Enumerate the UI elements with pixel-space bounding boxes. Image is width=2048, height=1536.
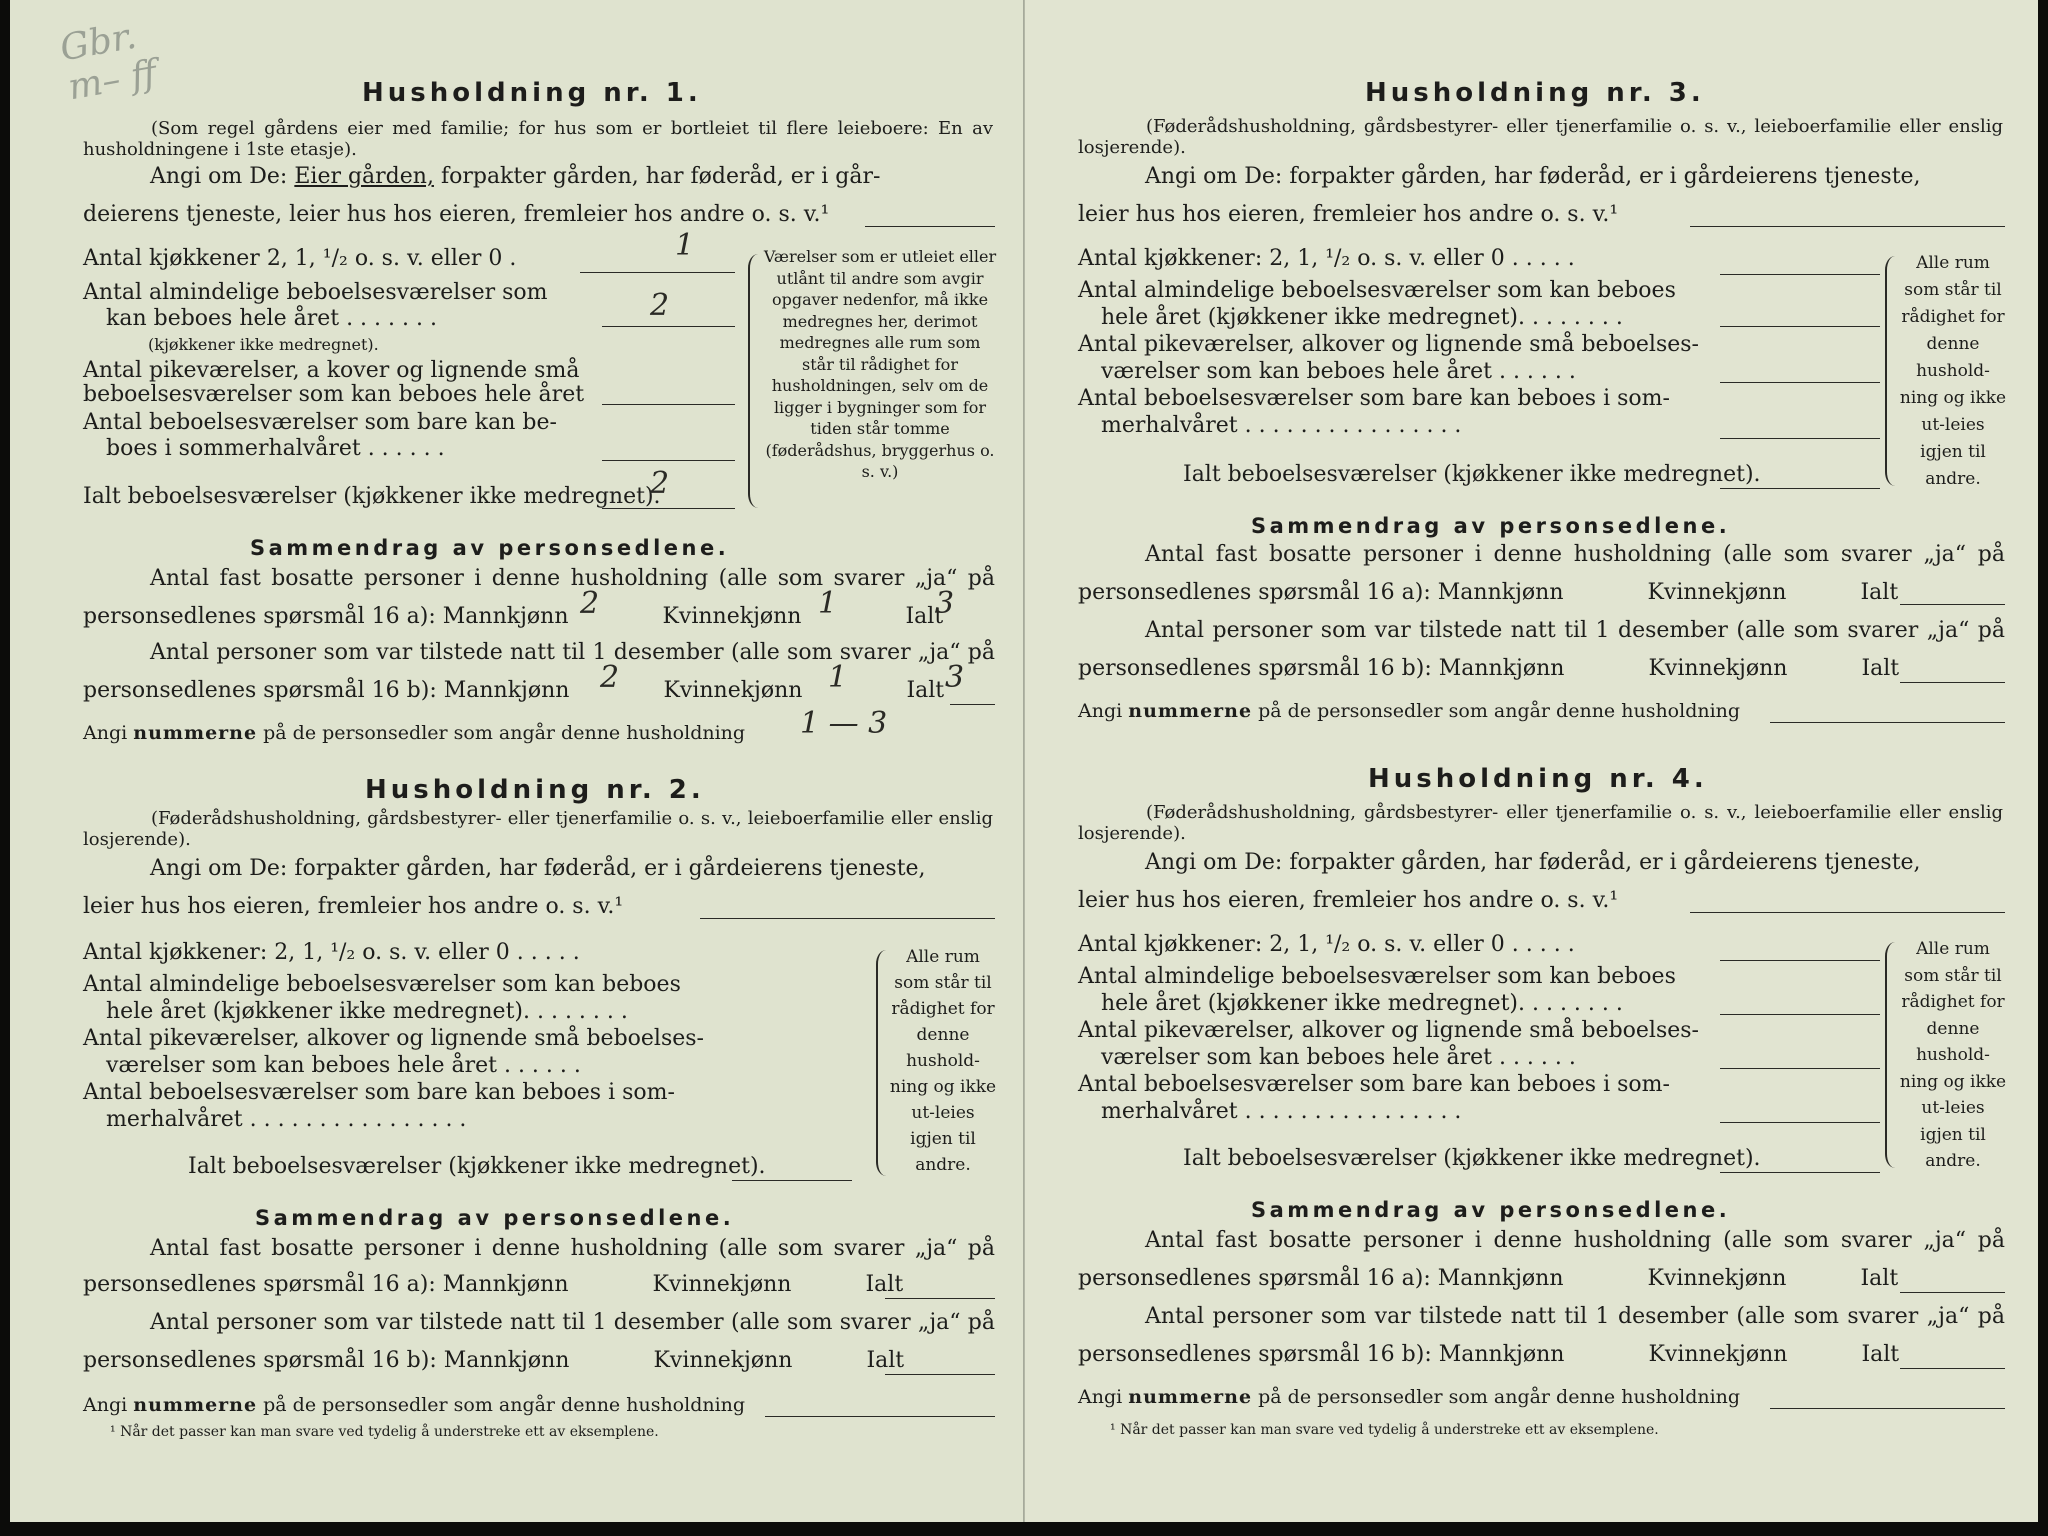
resident-count-row [1078, 580, 1898, 605]
scanned-document [10, 0, 2038, 1522]
angi-line [150, 164, 880, 189]
answer-line [1900, 1292, 2005, 1293]
answer-line [602, 404, 735, 405]
summary-heading: Sammendrag av personsedlene. [1251, 1198, 1731, 1222]
angi-line [1145, 850, 1921, 875]
female-label: Kvinnekjønn [1647, 580, 1787, 605]
total-rooms-label: Ialt beboelsesværelser (kjøkkener ikke medregnet). [1183, 1146, 1761, 1171]
answer-line [1720, 1172, 1880, 1173]
handwritten-value: 1 [675, 228, 695, 263]
total-label: Ialt [1860, 1266, 1899, 1291]
answer-line [1720, 1122, 1880, 1123]
answer-line [885, 1298, 995, 1299]
numbers-bold: nummerne [133, 722, 258, 744]
answer-line [1770, 722, 2005, 723]
total-label: Ialt [905, 604, 944, 629]
answer-line [1690, 912, 2005, 913]
female-label: Kvinnekjønn [663, 678, 803, 703]
summary-heading: Sammendrag av personsedlene. [1251, 514, 1731, 538]
answer-line [1900, 682, 2005, 683]
answer-line [602, 508, 735, 509]
numbers-suffix: på de personsedler som angår denne husholdning [263, 722, 746, 744]
present-count-label: Antal personer som var tilstede natt til 1 desember (alle som svarer „ja“ på [1145, 618, 2005, 643]
household-2-note: (Føderådshusholdning, gårdsbestyrer- eller tjenerfamilie o. s. v., leieboerfamilie eller enslig losjerende). [83, 808, 993, 850]
numbers-prefix: Angi [83, 722, 128, 744]
handwritten-value: 1 [818, 586, 838, 621]
answer-line [1690, 226, 2005, 227]
answer-line [950, 704, 995, 705]
rooms-label: Antal almindelige beboelsesværelser som kan beboes [1078, 278, 1676, 303]
footnote: ¹ Når det passer kan man svare ved tydelig å understreke ett av eksemplene. [1110, 1422, 1659, 1438]
answer-line [1720, 960, 1880, 961]
angi-line [1145, 164, 1921, 189]
summer-rooms-label: Antal beboelsesværelser som bare kan be- [83, 410, 557, 435]
household-3-note: (Føderådshusholdning, gårdsbestyrer- eller tjenerfamilie o. s. v., leieboerfamilie eller enslig losjerende). [1078, 116, 2003, 158]
pencil-mark: Gbr. [57, 15, 140, 70]
present-count-label: Antal personer som var tilstede natt til 1 desember (alle som svarer „ja“ på [1145, 1304, 2005, 1329]
left-page [10, 0, 1023, 1522]
numbers-suffix: på de personsedler som angår denne husholdning [263, 1394, 746, 1416]
footnote: ¹ Når det passer kan man svare ved tydelig å understreke ett av eksemplene. [110, 1424, 659, 1440]
rooms-label-2: hele året (kjøkkener ikke medregnet). . . . . . . . [106, 999, 628, 1024]
small-rooms-label: Antal pikeværelser, alkover og lignende små beboelses- [1078, 1018, 1699, 1043]
right-page [1025, 0, 2038, 1522]
female-label: Kvinnekjønn [1648, 656, 1788, 681]
summer-rooms-label: Antal beboelsesværelser som bare kan beboes i som- [1078, 386, 1670, 411]
present-count-label: Antal personer som var tilstede natt til 1 desember (alle som svarer „ja“ på [150, 640, 995, 665]
rooms-label-2: kan beboes hele året . . . . . . . [106, 306, 437, 331]
numbers-label [1078, 1386, 1740, 1408]
answer-line [602, 460, 735, 461]
small-rooms-label: Antal pikeværelser, alkover og lignende små beboelses- [1078, 332, 1699, 357]
answer-line [1720, 1014, 1880, 1015]
numbers-prefix: Angi [83, 1394, 128, 1416]
angi-line-2: leier hus hos eieren, fremleier hos andre o. s. v.¹ [83, 894, 624, 919]
male-label: personsedlenes spørsmål 16 b): Mannkjønn [1078, 656, 1565, 681]
small-rooms-label-2: værelser som kan beboes hele året . . . . . . [1101, 1045, 1576, 1070]
summer-rooms-label: Antal beboelsesværelser som bare kan beboes i som- [83, 1080, 675, 1105]
total-rooms-label: Ialt beboelsesværelser (kjøkkener ikke medregnet). [1183, 462, 1761, 487]
angi-lead: Angi om De: [1145, 164, 1283, 189]
rooms-side-note: Alle rum som står til rådighet for denne hushold-ning og ikke ut-leies igjen til andre. [1899, 253, 2007, 489]
kitchens-label: Antal kjøkkener 2, 1, ¹/₂ o. s. v. eller 0 . [83, 246, 517, 271]
numbers-prefix: Angi [1078, 700, 1123, 722]
numbers-label [83, 722, 745, 744]
present-count-row [1078, 1342, 1899, 1367]
household-3-title: Husholdning nr. 3. [1365, 78, 1705, 108]
answer-line [732, 1180, 852, 1181]
handwritten-value: 2 [650, 288, 670, 323]
resident-count-label: Antal fast bosatte personer i denne husholdning (alle som svarer „ja“ på [1145, 1228, 2005, 1253]
rooms-label-2: hele året (kjøkkener ikke medregnet). . . . . . . . [1101, 305, 1623, 330]
brace [1885, 256, 1897, 486]
answer-line [1720, 274, 1880, 275]
answer-line [602, 326, 735, 327]
rooms-side-note: Alle rum som står til rådighet for denne hushold-ning og ikke ut-leies igjen til andre. [889, 947, 997, 1175]
numbers-suffix: på de personsedler som angår denne husholdning [1258, 700, 1741, 722]
numbers-label [83, 1394, 745, 1416]
angi-options: forpakter gården, har føderåd, er i gårdeierens tjeneste, [1289, 850, 1921, 875]
female-label: Kvinnekjønn [1648, 1342, 1788, 1367]
total-label: Ialt [1861, 656, 1900, 681]
household-4-note: (Føderådshusholdning, gårdsbestyrer- eller tjenerfamilie o. s. v., leieboerfamilie eller enslig losjerende). [1078, 802, 2003, 844]
angi-lead: Angi om De: [1145, 850, 1283, 875]
present-count-row [1078, 656, 1899, 681]
answer-line [885, 1374, 995, 1375]
female-label: Kvinnekjønn [652, 1272, 792, 1297]
household-2-title: Husholdning nr. 2. [365, 775, 705, 805]
answer-line [865, 226, 995, 227]
total-rooms-label: Ialt beboelsesværelser (kjøkkener ikke medregnet). [83, 484, 661, 509]
summary-heading: Sammendrag av personsedlene. [250, 536, 730, 560]
total-label: Ialt [1861, 1342, 1900, 1367]
answer-line [700, 918, 995, 919]
resident-count-row [83, 604, 943, 629]
angi-options: forpakter gården, har føderåd, er i gårdeierens tjeneste, [1289, 164, 1921, 189]
male-label: personsedlenes spørsmål 16 a): Mannkjønn [1078, 580, 1564, 605]
handwritten-value: 1 — 3 [800, 706, 888, 741]
kitchens-label: Antal kjøkkener: 2, 1, ¹/₂ o. s. v. eller 0 . . . . . [83, 940, 580, 965]
angi-options: forpakter gården, har føderåd, er i gårdeierens tjeneste, [294, 856, 926, 881]
handwritten-value: 1 [828, 660, 848, 695]
total-rooms-label: Ialt beboelsesværelser (kjøkkener ikke medregnet). [188, 1154, 766, 1179]
answer-line [580, 272, 735, 273]
total-label: Ialt [866, 1348, 905, 1373]
numbers-bold: nummerne [1128, 700, 1253, 722]
resident-count-row [1078, 1266, 1898, 1291]
rooms-label: Antal almindelige beboelsesværelser som kan beboes [1078, 964, 1676, 989]
summer-rooms-label-2: merhalvåret . . . . . . . . . . . . . . . . [1101, 413, 1462, 438]
rooms-note: (kjøkkener ikke medregnet). [148, 335, 379, 354]
present-count-row [83, 1348, 904, 1373]
brace [748, 254, 760, 508]
angi-line-2: deierens tjeneste, leier hus hos eieren, fremleier hos andre o. s. v.¹ [83, 202, 830, 227]
household-1-title: Husholdning nr. 1. [362, 78, 702, 108]
rooms-side-note: Værelser som er utleiet eller utlånt til andre som avgir opgaver nedenfor, må ikke medregnes her, derimot medregnes alle rum som står til rådighet for husholdningen, selv om de ligger i bygninger som for tiden står tomme (føderådshus, bryggerhus o. s. v.) [763, 247, 997, 481]
answer-line [1720, 438, 1880, 439]
brace [1885, 942, 1897, 1168]
numbers-prefix: Angi [1078, 1386, 1123, 1408]
numbers-bold: nummerne [133, 1394, 258, 1416]
angi-line-2: leier hus hos eieren, fremleier hos andre o. s. v.¹ [1078, 888, 1619, 913]
angi-line-2: leier hus hos eieren, fremleier hos andre o. s. v.¹ [1078, 202, 1619, 227]
total-label: Ialt [1860, 580, 1899, 605]
rooms-label: Antal almindelige beboelsesværelser som kan beboes [83, 972, 681, 997]
small-rooms-label: Antal pikeværelser, a kover og lignende små [83, 358, 580, 383]
household-4-title: Husholdning nr. 4. [1368, 764, 1708, 794]
answer-line [1770, 1408, 2005, 1409]
summary-heading: Sammendrag av personsedlene. [255, 1206, 735, 1230]
male-label: personsedlenes spørsmål 16 b): Mannkjønn [83, 1348, 570, 1373]
total-label: Ialt [865, 1272, 904, 1297]
answer-line [1900, 1368, 2005, 1369]
answer-line [1720, 1068, 1880, 1069]
female-label: Kvinnekjønn [1647, 1266, 1787, 1291]
resident-count-label: Antal fast bosatte personer i denne husholdning (alle som svarer „ja“ på [150, 566, 995, 591]
numbers-bold: nummerne [1128, 1386, 1253, 1408]
total-label: Ialt [906, 678, 945, 703]
handwritten-value: 2 [580, 586, 600, 621]
male-label: personsedlenes spørsmål 16 a): Mannkjønn [1078, 1266, 1564, 1291]
rooms-side-note: Alle rum som står til rådighet for denne hushold-ning og ikke ut-leies igjen til andre. [1899, 939, 2007, 1171]
household-1-note: (Som regel gårdens eier med familie; for hus som er bortleiet til flere leieboere: En av husholdningene i 1ste etasje). [83, 118, 993, 160]
male-label: personsedlenes spørsmål 16 a): Mannkjønn [83, 1272, 569, 1297]
summer-rooms-label-2: merhalvåret . . . . . . . . . . . . . . . . [1101, 1099, 1462, 1124]
male-label: personsedlenes spørsmål 16 b): Mannkjønn [83, 678, 570, 703]
summer-rooms-label: Antal beboelsesværelser som bare kan beboes i som- [1078, 1072, 1670, 1097]
small-rooms-label-2: værelser som kan beboes hele året . . . . . . [1101, 359, 1576, 384]
resident-count-label: Antal fast bosatte personer i denne husholdning (alle som svarer „ja“ på [150, 1236, 995, 1261]
handwritten-value: 3 [935, 586, 955, 621]
female-label: Kvinnekjønn [653, 1348, 793, 1373]
male-label: personsedlenes spørsmål 16 b): Mannkjønn [1078, 1342, 1565, 1367]
female-label: Kvinnekjønn [662, 604, 802, 629]
rooms-label-2: hele året (kjøkkener ikke medregnet). . . . . . . . [1101, 991, 1623, 1016]
small-rooms-label-2: værelser som kan beboes hele året . . . . . . [106, 1053, 581, 1078]
present-count-row [83, 678, 944, 703]
option-eier-garden: Eier gården, [294, 164, 434, 189]
angi-options: forpakter gården, har føderåd, er i går- [440, 164, 881, 189]
kitchens-label: Antal kjøkkener: 2, 1, ¹/₂ o. s. v. eller 0 . . . . . [1078, 932, 1575, 957]
answer-line [765, 1416, 995, 1417]
handwritten-value: 2 [650, 466, 670, 501]
resident-count-row [83, 1272, 903, 1297]
small-rooms-label-2: beboelsesværelser som kan beboes hele året [83, 382, 585, 407]
handwritten-value: 2 [600, 660, 620, 695]
summer-rooms-label-2: boes i sommerhalvåret . . . . . . [106, 436, 445, 461]
male-label: personsedlenes spørsmål 16 a): Mannkjønn [83, 604, 569, 629]
answer-line [1720, 488, 1880, 489]
numbers-label [1078, 700, 1740, 722]
rooms-label: Antal almindelige beboelsesværelser som [83, 280, 548, 305]
angi-lead: Angi om De: [150, 164, 288, 189]
numbers-suffix: på de personsedler som angår denne husholdning [1258, 1386, 1741, 1408]
present-count-label: Antal personer som var tilstede natt til 1 desember (alle som svarer „ja“ på [150, 1310, 995, 1335]
answer-line [1720, 326, 1880, 327]
answer-line [1720, 382, 1880, 383]
angi-line [150, 856, 926, 881]
kitchens-label: Antal kjøkkener: 2, 1, ¹/₂ o. s. v. eller 0 . . . . . [1078, 246, 1575, 271]
pencil-mark: m– ff [65, 52, 160, 109]
resident-count-label: Antal fast bosatte personer i denne husholdning (alle som svarer „ja“ på [1145, 542, 2005, 567]
brace [876, 950, 888, 1176]
summer-rooms-label-2: merhalvåret . . . . . . . . . . . . . . . . [106, 1107, 467, 1132]
angi-lead: Angi om De: [150, 856, 288, 881]
answer-line [1900, 604, 2005, 605]
handwritten-value: 3 [945, 660, 965, 695]
small-rooms-label: Antal pikeværelser, alkover og lignende små beboelses- [83, 1026, 704, 1051]
